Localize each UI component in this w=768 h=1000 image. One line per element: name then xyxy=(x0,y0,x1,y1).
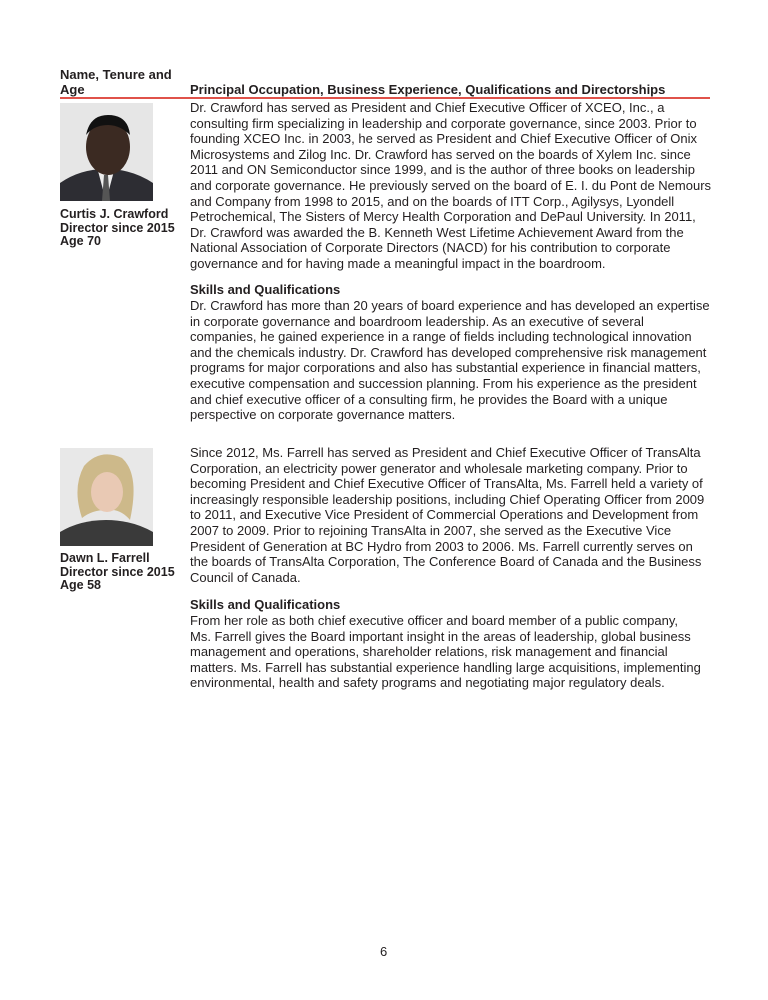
text-line: Dr. Crawford has served as President and Chief Executive Officer of XCEO, Inc., a xyxy=(190,100,665,115)
header-line: Age xyxy=(60,82,85,97)
director-tenure: Director since 2015 xyxy=(60,564,175,579)
director-name: Dawn L. Farrell xyxy=(60,551,150,565)
header-line: Name, Tenure and xyxy=(60,67,172,82)
director-name: Curtis J. Crawford xyxy=(60,207,169,221)
text-line: Dr. Crawford has more than 20 years of board experience and has developed an expertise xyxy=(190,298,710,313)
page-number: 6 xyxy=(380,944,388,959)
text-line: governance and for having made a meaningful impact in the boardroom. xyxy=(190,255,606,271)
text-line: perspective on corporate governance matters. xyxy=(190,407,456,423)
text-line: Dr. Crawford was awarded the B. Kenneth West Lifetime Achievement Award from the xyxy=(190,224,684,240)
text-line: Ms. Farrell gives the Board important insight in the areas of leadership, global business xyxy=(190,628,691,644)
director-bio xyxy=(190,100,720,272)
text-line: in corporate governance and boardroom leadership. As an executive of several xyxy=(190,313,644,329)
director-tenure: Director since 2015 xyxy=(60,220,175,235)
text-line: 2011 and ON Semiconductor since 1999, and is the author of three books on leadership xyxy=(190,162,695,178)
text-line: Microsystems and Zilog Inc. Dr. Crawford has served on the boards of Xylem Inc. since xyxy=(190,146,691,162)
text-line: the boards of TransAlta Corporation, The Conference Board of Canada and the Business xyxy=(190,554,702,570)
director-age: Age 58 xyxy=(60,578,101,592)
director-photo xyxy=(60,448,153,546)
text-line: Council of Canada. xyxy=(190,569,301,585)
text-line: increasingly responsible leadership positions, including Chief Operating Officer from 2009 xyxy=(190,491,705,507)
text-line: and corporate governance. He previously served on the board of E. I. du Pont de Nemours xyxy=(190,177,712,193)
skills-text xyxy=(190,298,720,423)
director-info xyxy=(60,552,175,593)
director-photo xyxy=(60,103,153,201)
text-line: companies, he gained experience in a range of fields including technological innovation xyxy=(190,329,692,345)
text-line: environmental, health and safety programs and negotiating major regulatory deals. xyxy=(190,675,665,691)
header-occupation: Principal Occupation, Business Experience, Qualifications and Directorships xyxy=(190,82,666,97)
header-name-tenure-age xyxy=(60,67,172,97)
header-divider xyxy=(60,97,710,99)
skills-text xyxy=(190,613,720,691)
director-bio xyxy=(190,445,720,585)
skills-heading: Skills and Qualifications xyxy=(190,282,341,297)
text-line: and the chemicals industry. Dr. Crawford has developed comprehensive risk management xyxy=(190,344,707,360)
skills-heading: Skills and Qualifications xyxy=(190,597,341,612)
director-age: Age 70 xyxy=(60,234,101,248)
text-line: From her role as both chief executive officer and board member of a public company, xyxy=(190,613,678,628)
text-line: Since 2012, Ms. Farrell has served as President and Chief Executive Officer of TransAlta xyxy=(190,445,701,460)
text-line: and Company from 1998 to 2015, and on the boards of ITT Corp., Agilysys, Lyondell xyxy=(190,193,675,209)
text-line: programs for major corporations and also has substantial experience in financial matters, xyxy=(190,360,701,376)
text-line: National Association of Corporate Directors (NACD) for his contribution to corporate xyxy=(190,240,671,256)
text-line: to 2011, and Executive Vice President of Commercial Operations and Development from xyxy=(190,507,699,523)
text-line: becoming President and Chief Executive Officer of TransAlta, Ms. Farrell held a variety of xyxy=(190,476,703,492)
text-line: founding XCEO Inc. in 2003, he served as President and Chief Executive Officer of Onix xyxy=(190,131,698,147)
text-line: President of Generation at BC Hydro from 2003 to 2006. Ms. Farrell currently serves on xyxy=(190,538,693,554)
text-line: Corporation, an electricity power generator and wholesale marketing company. Prior to xyxy=(190,460,688,476)
text-line: matters. Ms. Farrell has substantial experience handling large acquisitions, implementing xyxy=(190,659,701,675)
text-line: management and operations, shareholder relations, risk management and financial xyxy=(190,644,668,660)
text-line: executive compensation and succession planning. From his experience as the president xyxy=(190,375,697,391)
text-line: Petrochemical, The Sisters of Mercy Health Corporation and DePaul University. In 2011, xyxy=(190,209,696,225)
text-line: and chief executive officer of a consulting firm, he provides the Board with a unique xyxy=(190,391,668,407)
text-line: consulting firm specializing in leadership and corporate governance, since 2003. Prior to xyxy=(190,115,697,131)
text-line: 2007 to 2009. Prior to rejoining TransAlta in 2007, she served as the Executive Vice xyxy=(190,522,672,538)
director-info xyxy=(60,208,175,249)
